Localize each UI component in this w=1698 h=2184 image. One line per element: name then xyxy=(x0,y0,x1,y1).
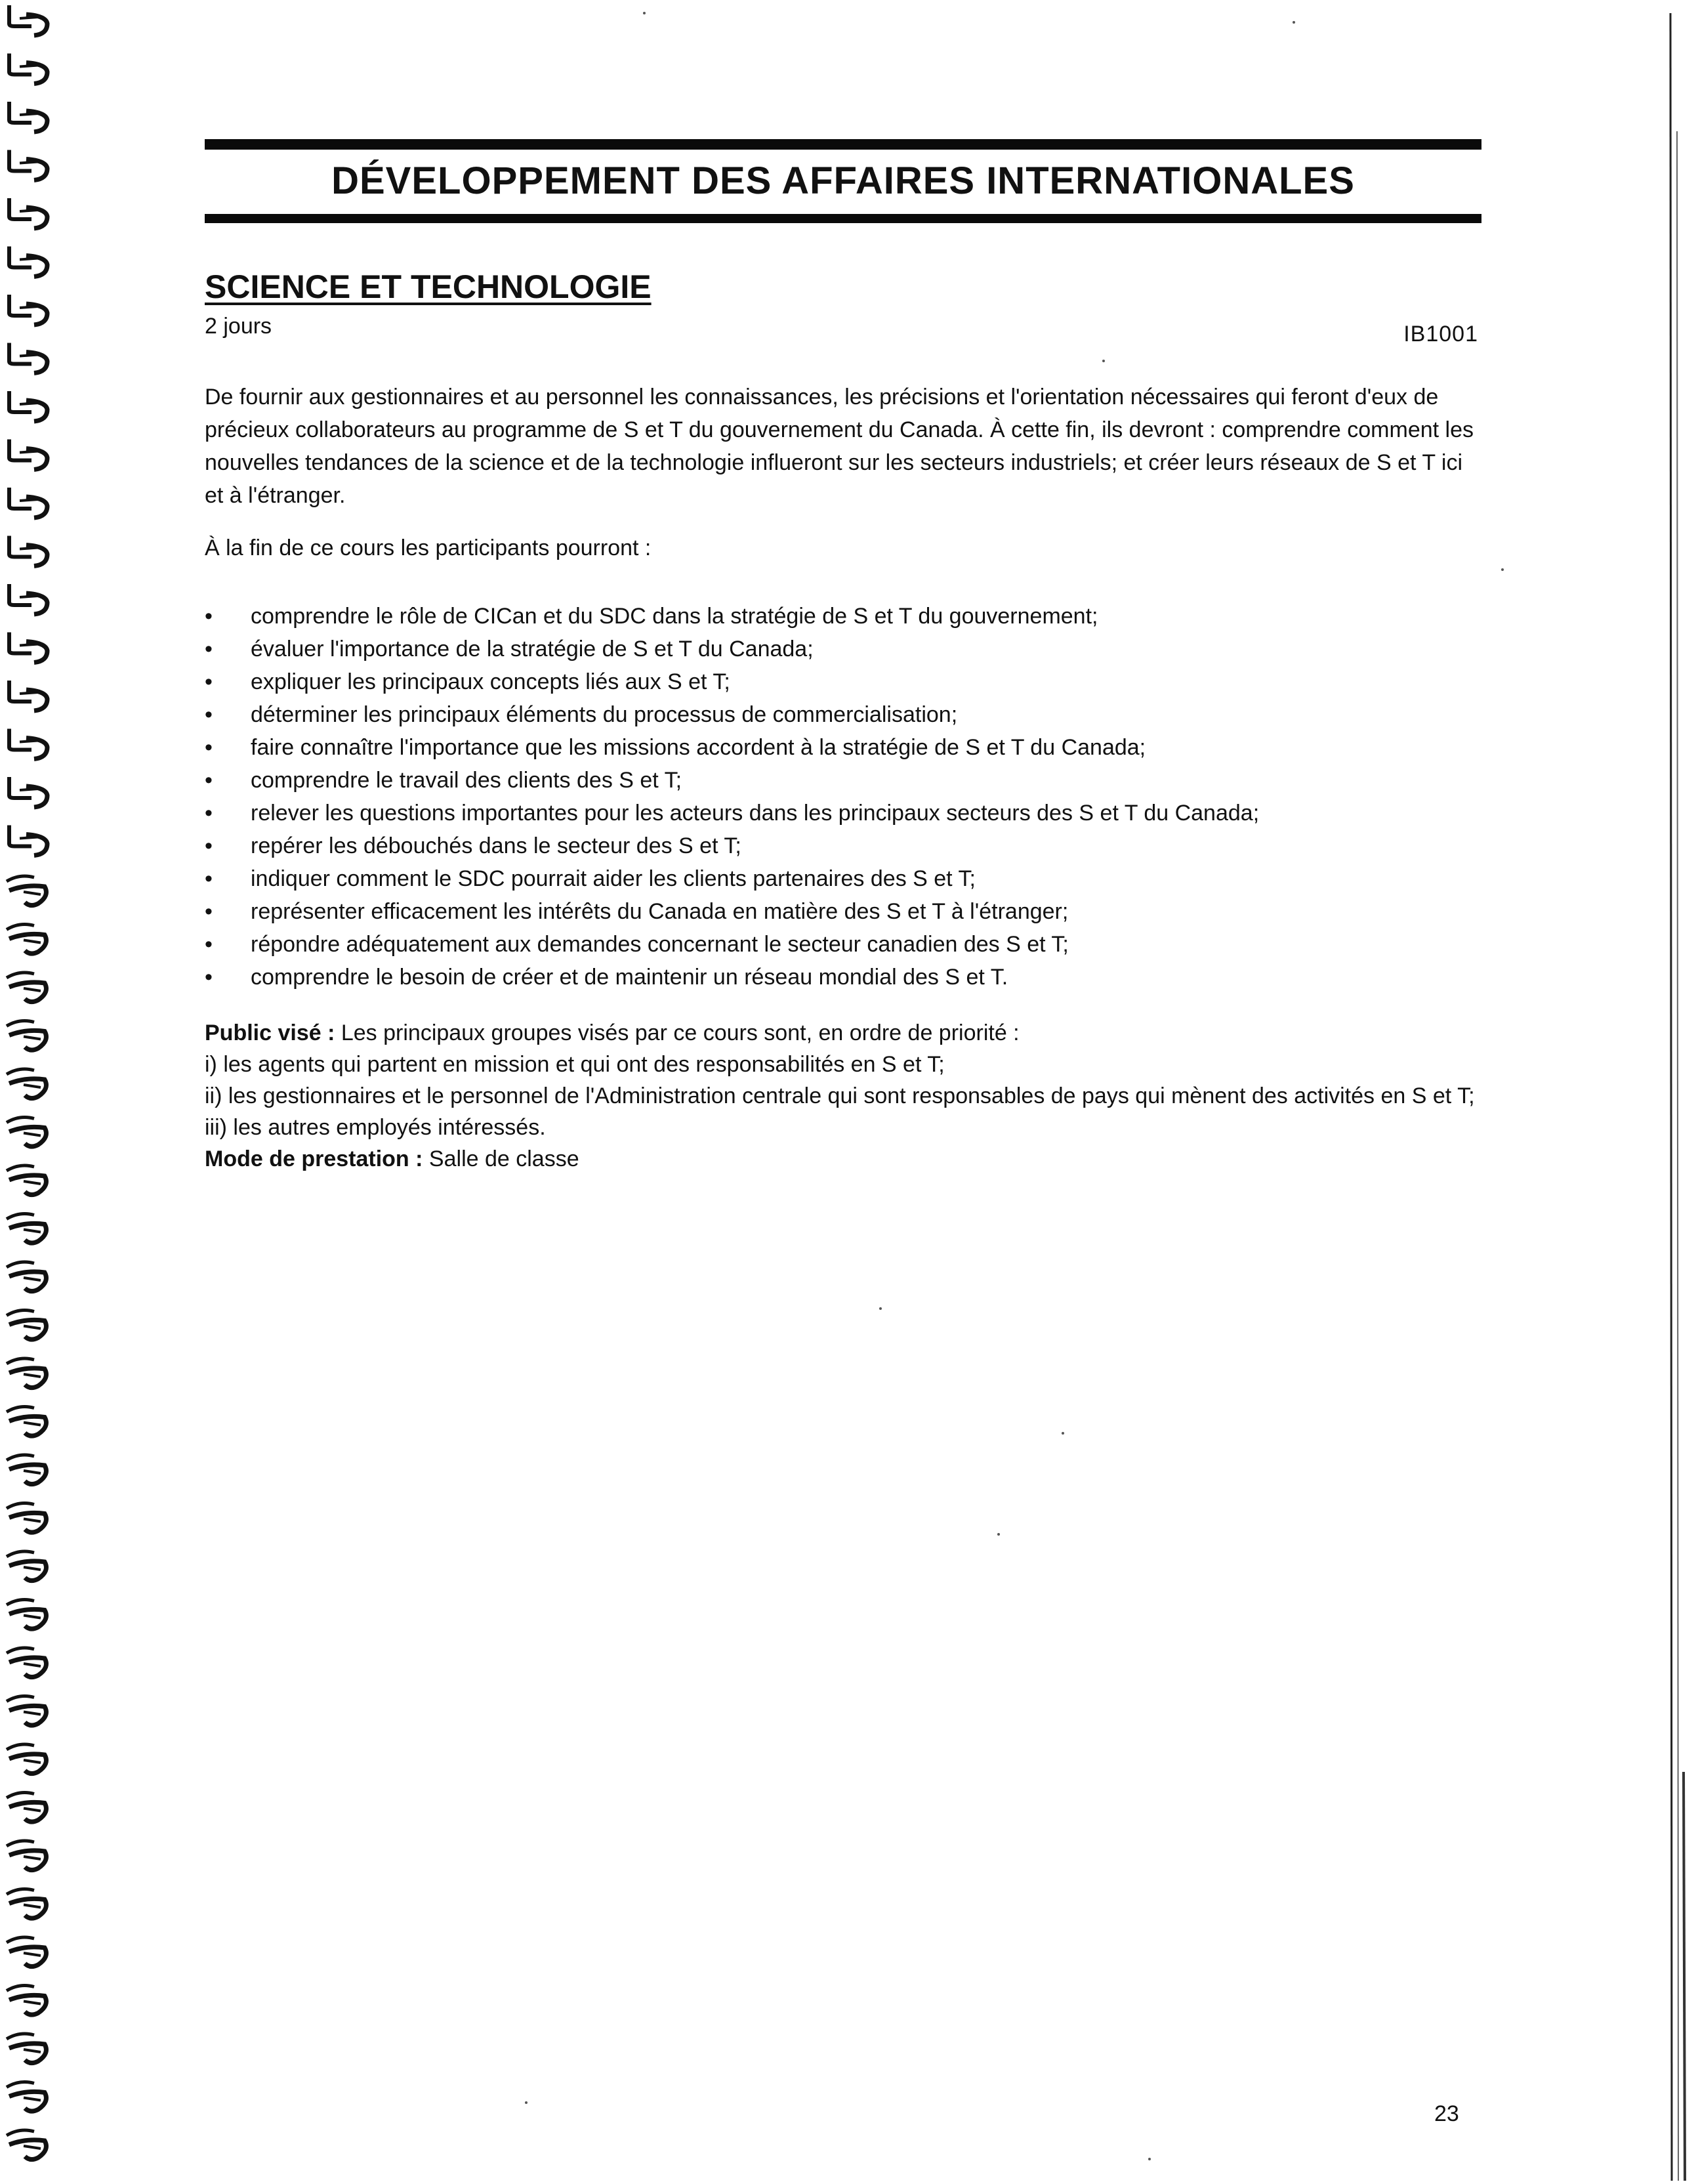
spiral-binding-icon xyxy=(0,0,72,2181)
scan-speck xyxy=(1293,21,1295,24)
list-item: • comprendre le travail des clients des S et T; xyxy=(205,764,1484,797)
course-title: SCIENCE ET TECHNOLOGIE xyxy=(205,268,652,305)
delivery-text: Salle de classe xyxy=(428,1146,579,1171)
header-rule-bottom xyxy=(205,214,1481,223)
list-item: • faire connaître l'importance que les missions accordent à la stratégie de S et T du Canada; xyxy=(205,731,1484,764)
scan-speck xyxy=(1062,1432,1064,1435)
audience-group: ii) les gestionnaires et le personnel de l'Administration centrale qui sont responsables de pays qui mènent des activités en S et T; xyxy=(205,1083,1475,1108)
list-item: • repérer les débouchés dans le secteur des S et T; xyxy=(205,830,1484,862)
audience-section xyxy=(205,1017,1517,1175)
scan-speck xyxy=(643,12,646,14)
list-item: • évaluer l'importance de la stratégie de S et T du Canada; xyxy=(205,633,1484,665)
spiral-binding xyxy=(0,0,72,2181)
bullet-icon: • xyxy=(205,899,213,924)
audience-group: i) les agents qui partent en mission et qui ont des responsabilités en S et T; xyxy=(205,1052,945,1077)
course-duration: 2 jours xyxy=(205,314,272,339)
scan-speck xyxy=(1148,2158,1151,2160)
list-item: • représenter efficacement les intérêts du Canada en matière des S et T à l'étranger; xyxy=(205,895,1484,928)
bullet-icon: • xyxy=(205,637,213,662)
bullet-icon: • xyxy=(205,735,213,760)
bullet-icon: • xyxy=(205,669,213,694)
bullet-icon: • xyxy=(205,866,213,891)
list-item: • comprendre le rôle de CICan et du SDC dans la stratégie de S et T du gouvernement; xyxy=(205,600,1484,633)
bullet-icon: • xyxy=(205,932,213,957)
list-item: • expliquer les principaux concepts liés aux S et T; xyxy=(205,665,1484,698)
delivery-line xyxy=(205,1143,1517,1175)
bullet-icon: • xyxy=(205,702,213,727)
page-title: DÉVELOPPEMENT DES AFFAIRES INTERNATIONALES xyxy=(331,159,1355,202)
course-code: IB1001 xyxy=(1403,322,1478,346)
list-item: • déterminer les principaux éléments du processus de commercialisation; xyxy=(205,698,1484,731)
scan-speck xyxy=(1501,568,1504,571)
objectives-intro: À la fin de ce cours les participants pourront : xyxy=(205,536,652,560)
list-item: • comprendre le besoin de créer et de maintenir un réseau mondial des S et T. xyxy=(205,961,1484,994)
scan-speck xyxy=(525,2101,528,2104)
bullet-icon: • xyxy=(205,833,213,858)
scan-speck xyxy=(879,1307,882,1310)
audience-text: Les principaux groupes visés par ce cours sont, en ordre de priorité : xyxy=(341,1020,1020,1045)
audience-group: iii) les autres employés intéressés. xyxy=(205,1115,546,1140)
list-item: • répondre adéquatement aux demandes concernant le secteur canadien des S et T; xyxy=(205,928,1484,961)
header-rule-top xyxy=(205,139,1481,150)
delivery-label: Mode de prestation : xyxy=(205,1146,423,1171)
bullet-icon: • xyxy=(205,965,213,990)
audience-line xyxy=(205,1017,1517,1049)
bullet-icon: • xyxy=(205,801,213,826)
bullet-icon: • xyxy=(205,768,213,793)
course-description: De fournir aux gestionnaires et au personnel les connaissances, les précisions et l'orientation nécessaires qui feront d'eux de précieux collaborateurs au programme de S et T du gouvernement du Canada. À cette fin, ils devront : comprendre comment les nouvelles tendances de la science et de la technologie influeront sur les secteurs industriels; et créer leurs réseaux de S et T ici et à l'étranger. xyxy=(205,385,1474,508)
objectives-list xyxy=(205,600,1484,994)
audience-label: Public visé : xyxy=(205,1020,335,1045)
scan-speck xyxy=(1102,360,1105,362)
page-edge-shadow xyxy=(1664,0,1698,2181)
bullet-icon: • xyxy=(205,604,213,629)
page-number: 23 xyxy=(1434,2101,1459,2126)
scan-speck xyxy=(997,1533,1000,1536)
list-item: • indiquer comment le SDC pourrait aider les clients partenaires des S et T; xyxy=(205,862,1484,895)
list-item: • relever les questions importantes pour les acteurs dans les principaux secteurs des S et T du Canada; xyxy=(205,797,1484,830)
